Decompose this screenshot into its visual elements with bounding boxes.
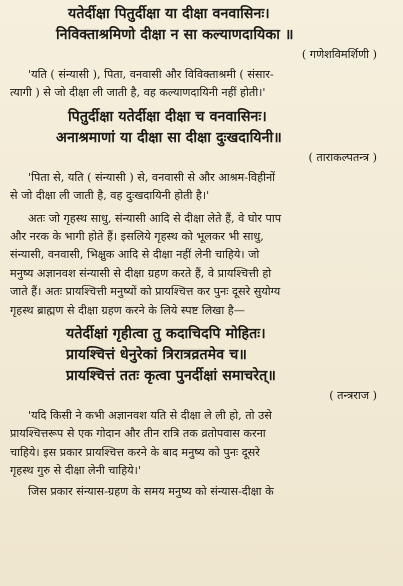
- prose-line: 'यदि किसी ने कभी अज्ञानवश यति से दीक्षा ले ली हो, तो उसे: [28, 409, 272, 423]
- verse-line: प्रायश्चित्तं ततः कृत्वा पुनर्दीक्षां समाचरेत्॥: [66, 368, 276, 385]
- verse-line: यतेर्दीक्षां गृहीत्वा तु कदाचिदपि मोहितः।: [66, 326, 266, 343]
- translation-2: [10, 169, 395, 206]
- verse-line: पितुर्दीक्षा यतेर्दीक्षा दीक्षा च वनवासिनः।: [68, 108, 267, 125]
- prose-line: 'पिता से, यति ( संन्यासी ) से, वनवासी से और आश्रम-विहीनों: [28, 170, 276, 184]
- verse-line: अनाश्रमाणां या दीक्षा सा दीक्षा दुःखदायिनी॥: [56, 129, 282, 146]
- prose-line: गृहस्थ गुरु से दीक्षा लेनी चाहिये।': [10, 464, 141, 478]
- translation-1: [10, 66, 395, 103]
- prose-line: चाहिये। इस प्रकार प्रायश्चित्त करने के बाद मनुष्य को पुनः दूसरे: [10, 445, 260, 459]
- translation-3: [10, 407, 395, 481]
- source-citation: ( ताराकल्पतन्त्र ): [308, 150, 377, 164]
- prose-line: अतः जो गृहस्थ साधु, संन्यासी आदि से दीक्षा लेते हैं, वे घोर पाप: [28, 211, 282, 225]
- source-citation: ( तन्त्रराज ): [329, 389, 377, 403]
- prose-line: 'यति ( संन्यासी ), पिता, वनवासी और विविक्ताश्रमी ( संसार-: [28, 68, 274, 81]
- prose-line: गृहस्थ ब्राह्मण से दीक्षा ग्रहण करने के लिये स्पष्ट लिखा है—: [10, 303, 245, 317]
- prose-line: प्रायश्चित्तरूप से एक गोदान और तीन रात्रि तक व्रतोपवास करना: [10, 427, 266, 441]
- prose-line: संन्यासी, वनवासी, भिक्षुक आदि से दीक्षा नहीं लेनी चाहिये। जो: [10, 248, 260, 262]
- prose-line: त्यागी ) से जो दीक्षा ली जाती है, वह कल्याणदायिनी नहीं होती।': [10, 86, 266, 100]
- continuation-paragraph: [10, 483, 395, 501]
- verse-line: यतेर्दीक्षा पितुर्दीक्षा या दीक्षा वनवासिनः।: [68, 6, 270, 22]
- body-paragraph: [10, 210, 395, 320]
- verse-block-2: [10, 107, 395, 149]
- prose-line: और नरक के भागी होते हैं। इसलिये गृहस्थ को भूलकर भी साधु,: [10, 230, 264, 244]
- prose-line: जिस प्रकार संन्यास-ग्रहण के समय मनुष्य को संन्यास-दीक्षा के: [28, 484, 274, 498]
- verse-line: प्रायश्चित्तं धेनुरेकां त्रिरात्रव्रतमेव च॥: [66, 347, 247, 364]
- source-citation: ( गणेशविमर्शिणी ): [301, 48, 377, 61]
- verse-block-3: [10, 324, 395, 387]
- prose-line: जाते हैं। अतः प्रायश्चित्ती मनुष्यों को प्रायश्चित्त कर पुनः दूसरे सुयोग्य: [10, 285, 281, 299]
- prose-line: मनुष्य अज्ञानवश संन्यासी से दीक्षा ग्रहण करते हैं, वे प्रायश्चित्ती हो: [10, 266, 272, 280]
- prose-line: से जो दीक्षा ली जाती है, वह दुःखदायिनी होती है।': [10, 189, 210, 203]
- verse-block-1: [10, 4, 395, 46]
- verse-line: निविक्ताश्रमिणो दीक्षा न सा कल्याणदायिका ॥: [56, 27, 294, 43]
